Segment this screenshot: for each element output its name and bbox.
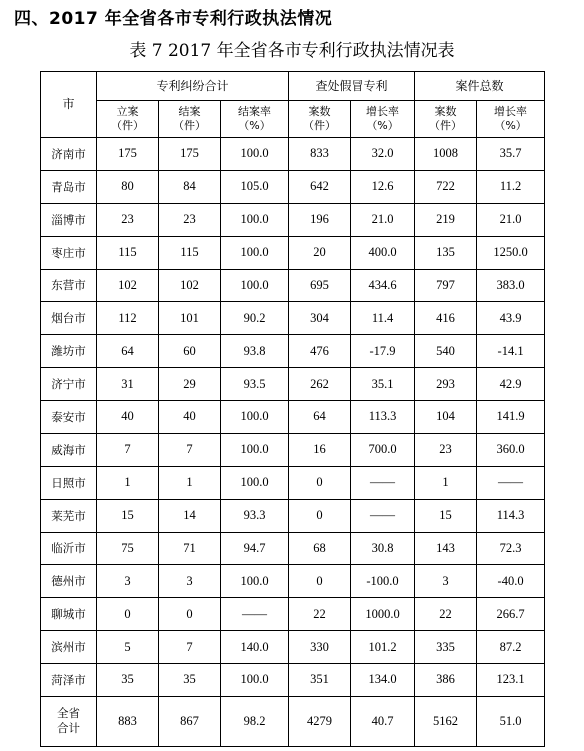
city-name-cell: 青岛市: [41, 170, 97, 203]
value-cell: 93.5: [221, 368, 289, 401]
sub-header-closure-rate: 结案率 （%）: [221, 101, 289, 138]
total-value-cell: 867: [159, 696, 221, 746]
value-cell: 100.0: [221, 203, 289, 236]
group-header-disputes: 专利纠纷合计: [97, 72, 289, 101]
value-cell: 642: [289, 170, 351, 203]
value-cell: 15: [415, 499, 477, 532]
value-cell: 7: [159, 433, 221, 466]
value-cell: 383.0: [477, 269, 545, 302]
value-cell: 3: [97, 565, 159, 598]
value-cell: 400.0: [351, 236, 415, 269]
value-cell: 43.9: [477, 302, 545, 335]
sub-header-closed: 结案 （件）: [159, 101, 221, 138]
value-cell: 68: [289, 532, 351, 565]
table-row: [41, 631, 545, 664]
value-cell: 700.0: [351, 433, 415, 466]
value-cell: ——: [221, 598, 289, 631]
table-row: [41, 401, 545, 434]
city-name-cell: 淄博市: [41, 203, 97, 236]
value-cell: 135: [415, 236, 477, 269]
value-cell: -40.0: [477, 565, 545, 598]
table-row: [41, 138, 545, 171]
value-cell: 386: [415, 664, 477, 697]
value-cell: 21.0: [477, 203, 545, 236]
value-cell: 23: [97, 203, 159, 236]
group-header-counterfeit: 查处假冒专利: [289, 72, 415, 101]
value-cell: 100.0: [221, 269, 289, 302]
value-cell: 14: [159, 499, 221, 532]
value-cell: 3: [159, 565, 221, 598]
value-cell: 90.2: [221, 302, 289, 335]
value-cell: 93.8: [221, 335, 289, 368]
table-row: [41, 466, 545, 499]
value-cell: 100.0: [221, 565, 289, 598]
value-cell: 335: [415, 631, 477, 664]
city-name-cell: 德州市: [41, 565, 97, 598]
value-cell: 12.6: [351, 170, 415, 203]
value-cell: 100.0: [221, 236, 289, 269]
city-name-cell: 滨州市: [41, 631, 97, 664]
total-value-cell: 883: [97, 696, 159, 746]
table-row: [41, 598, 545, 631]
value-cell: -17.9: [351, 335, 415, 368]
city-name-cell: 烟台市: [41, 302, 97, 335]
value-cell: 31: [97, 368, 159, 401]
value-cell: 101.2: [351, 631, 415, 664]
value-cell: 22: [415, 598, 477, 631]
value-cell: 35.7: [477, 138, 545, 171]
value-cell: 7: [159, 631, 221, 664]
value-cell: 5: [97, 631, 159, 664]
table-row: [41, 236, 545, 269]
value-cell: 115: [159, 236, 221, 269]
value-cell: 80: [97, 170, 159, 203]
value-cell: 416: [415, 302, 477, 335]
value-cell: 476: [289, 335, 351, 368]
table-body: [41, 138, 545, 747]
table-row: [41, 170, 545, 203]
value-cell: 100.0: [221, 664, 289, 697]
table-row: [41, 433, 545, 466]
city-name-cell: 潍坊市: [41, 335, 97, 368]
city-name-cell: 聊城市: [41, 598, 97, 631]
value-cell: 87.2: [477, 631, 545, 664]
value-cell: 1000.0: [351, 598, 415, 631]
city-name-cell: 临沂市: [41, 532, 97, 565]
value-cell: 196: [289, 203, 351, 236]
value-cell: 72.3: [477, 532, 545, 565]
value-cell: 112: [97, 302, 159, 335]
value-cell: 35: [159, 664, 221, 697]
sub-header-row: [41, 101, 545, 138]
sub-header-counterfeit-cases: 案数 （件）: [289, 101, 351, 138]
value-cell: 722: [415, 170, 477, 203]
value-cell: 0: [289, 466, 351, 499]
value-cell: 1250.0: [477, 236, 545, 269]
patent-enforcement-table: [40, 71, 545, 747]
city-name-cell: 枣庄市: [41, 236, 97, 269]
value-cell: 797: [415, 269, 477, 302]
value-cell: 262: [289, 368, 351, 401]
value-cell: 102: [159, 269, 221, 302]
city-name-cell: 莱芜市: [41, 499, 97, 532]
value-cell: 93.3: [221, 499, 289, 532]
value-cell: 105.0: [221, 170, 289, 203]
value-cell: 1: [159, 466, 221, 499]
value-cell: 101: [159, 302, 221, 335]
table-row: [41, 302, 545, 335]
value-cell: 0: [97, 598, 159, 631]
value-cell: 0: [159, 598, 221, 631]
value-cell: 35: [97, 664, 159, 697]
value-cell: 0: [289, 499, 351, 532]
value-cell: 40: [159, 401, 221, 434]
value-cell: 100.0: [221, 433, 289, 466]
value-cell: 60: [159, 335, 221, 368]
value-cell: 16: [289, 433, 351, 466]
value-cell: 42.9: [477, 368, 545, 401]
value-cell: 20: [289, 236, 351, 269]
value-cell: 351: [289, 664, 351, 697]
total-value-cell: 98.2: [221, 696, 289, 746]
total-row: [41, 696, 545, 746]
value-cell: 143: [415, 532, 477, 565]
value-cell: -14.1: [477, 335, 545, 368]
sub-header-counterfeit-growth: 增长率 （%）: [351, 101, 415, 138]
value-cell: 1: [415, 466, 477, 499]
value-cell: 1008: [415, 138, 477, 171]
total-value-cell: 4279: [289, 696, 351, 746]
value-cell: 104: [415, 401, 477, 434]
value-cell: 35.1: [351, 368, 415, 401]
city-name-cell: 济南市: [41, 138, 97, 171]
city-name-cell: 菏泽市: [41, 664, 97, 697]
value-cell: 22: [289, 598, 351, 631]
value-cell: -100.0: [351, 565, 415, 598]
value-cell: 330: [289, 631, 351, 664]
sub-header-total-cases: 案数 （件）: [415, 101, 477, 138]
value-cell: 434.6: [351, 269, 415, 302]
value-cell: 11.2: [477, 170, 545, 203]
city-column-header: 市: [41, 72, 97, 138]
value-cell: 23: [415, 433, 477, 466]
table-row: [41, 565, 545, 598]
total-value-cell: 5162: [415, 696, 477, 746]
group-header-total-cases: 案件总数: [415, 72, 545, 101]
value-cell: 695: [289, 269, 351, 302]
sub-header-total-growth: 增长率 （%）: [477, 101, 545, 138]
value-cell: 360.0: [477, 433, 545, 466]
table-row: [41, 335, 545, 368]
value-cell: 100.0: [221, 401, 289, 434]
value-cell: 833: [289, 138, 351, 171]
value-cell: 140.0: [221, 631, 289, 664]
value-cell: 100.0: [221, 138, 289, 171]
section-heading: 四、2017 年全省各市专利行政执法情况: [14, 9, 333, 29]
value-cell: ——: [351, 466, 415, 499]
value-cell: 64: [289, 401, 351, 434]
value-cell: 175: [97, 138, 159, 171]
value-cell: 30.8: [351, 532, 415, 565]
value-cell: 100.0: [221, 466, 289, 499]
value-cell: 32.0: [351, 138, 415, 171]
value-cell: 266.7: [477, 598, 545, 631]
value-cell: 219: [415, 203, 477, 236]
value-cell: 40: [97, 401, 159, 434]
value-cell: 1: [97, 466, 159, 499]
table-row: [41, 664, 545, 697]
value-cell: 7: [97, 433, 159, 466]
value-cell: 71: [159, 532, 221, 565]
value-cell: 94.7: [221, 532, 289, 565]
value-cell: ——: [351, 499, 415, 532]
value-cell: 0: [289, 565, 351, 598]
value-cell: 3: [415, 565, 477, 598]
city-name-cell: 泰安市: [41, 401, 97, 434]
sub-header-filed: 立案 （件）: [97, 101, 159, 138]
value-cell: 29: [159, 368, 221, 401]
table-row: [41, 203, 545, 236]
total-value-cell: 40.7: [351, 696, 415, 746]
value-cell: 115: [97, 236, 159, 269]
value-cell: 141.9: [477, 401, 545, 434]
city-name-cell: 威海市: [41, 433, 97, 466]
value-cell: 102: [97, 269, 159, 302]
value-cell: 11.4: [351, 302, 415, 335]
value-cell: 15: [97, 499, 159, 532]
value-cell: 304: [289, 302, 351, 335]
table-row: [41, 532, 545, 565]
value-cell: 75: [97, 532, 159, 565]
value-cell: 134.0: [351, 664, 415, 697]
value-cell: 64: [97, 335, 159, 368]
table-caption: 表 7 2017 年全省各市专利行政执法情况表: [129, 41, 455, 61]
value-cell: 175: [159, 138, 221, 171]
table-row: [41, 499, 545, 532]
value-cell: 84: [159, 170, 221, 203]
value-cell: 123.1: [477, 664, 545, 697]
value-cell: 114.3: [477, 499, 545, 532]
total-row-label: 全省 合计: [41, 696, 97, 746]
value-cell: ——: [477, 466, 545, 499]
value-cell: 21.0: [351, 203, 415, 236]
table-row: [41, 368, 545, 401]
total-value-cell: 51.0: [477, 696, 545, 746]
value-cell: 113.3: [351, 401, 415, 434]
value-cell: 293: [415, 368, 477, 401]
city-name-cell: 日照市: [41, 466, 97, 499]
value-cell: 540: [415, 335, 477, 368]
table-row: [41, 269, 545, 302]
city-name-cell: 东营市: [41, 269, 97, 302]
city-name-cell: 济宁市: [41, 368, 97, 401]
value-cell: 23: [159, 203, 221, 236]
